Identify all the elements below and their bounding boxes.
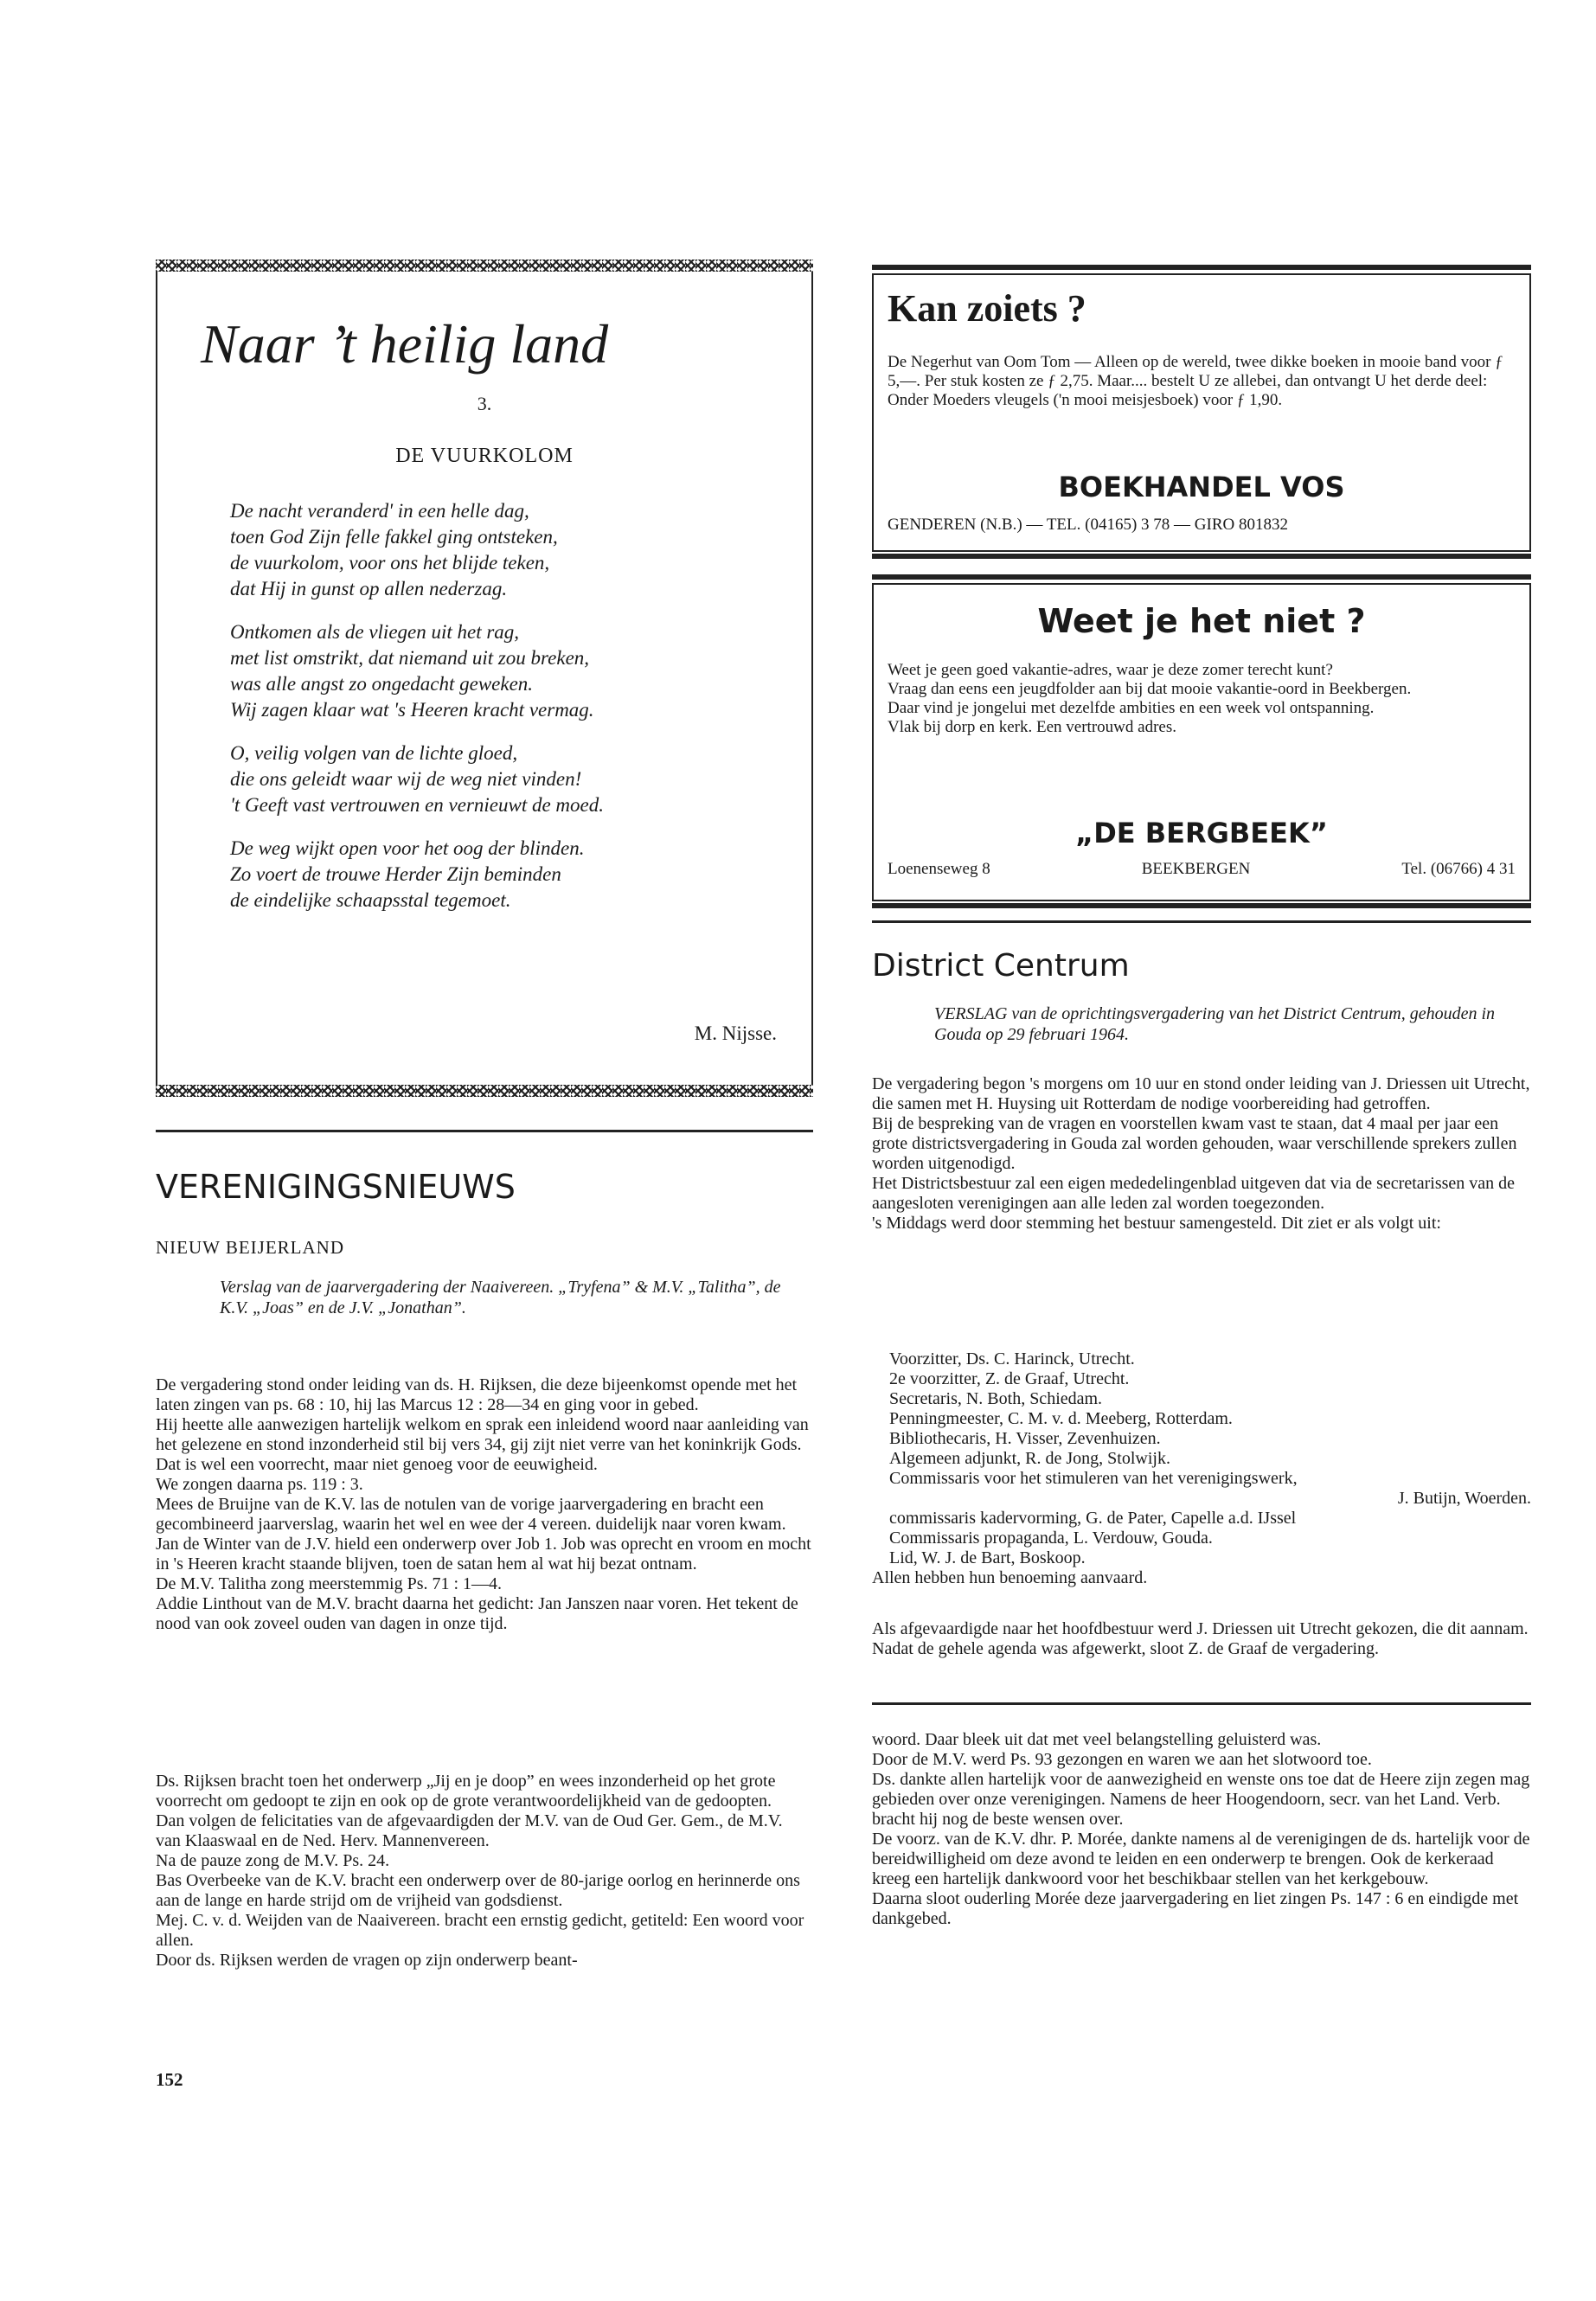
poem-line: Ontkomen als de vliegen uit het rag, [230, 621, 520, 643]
ad2-tel: Tel. (06766) 4 31 [1401, 860, 1516, 878]
ad2-top-rule [872, 574, 1531, 580]
ad2-name: „DE BERGBEEK” [1075, 817, 1328, 849]
paragraph: De vergadering begon 's morgens om 10 uur en stond onder leiding van J. Driessen uit Utrecht, die samen met H. Huysing uit Rotterdam de nodige voorbereiding had getroffen. [872, 1074, 1530, 1113]
poem-title: Naar ’t heilig land [201, 313, 609, 375]
ad1-body: De Negerhut van Oom Tom — Alleen op de wereld, twee dikke boeken in mooie band voor ƒ 5,—. Per stuk kosten ze ƒ 2,75. Maar.... bestelt U ze allebei, dan ontvangt U het derde deel: Onder Moeders vleugels ('n mooi meisjesboek) voor ƒ 1,90. [888, 353, 1503, 409]
poem-line: 't Geeft vast vertrouwen en vernieuwt de moed. [230, 794, 605, 816]
ad1-bottom-rule [872, 554, 1531, 559]
paragraph: Dan volgen de felicitaties van de afgevaardigden der M.V. van de Oud Ger. Gem., de M.V. van Klaaswaal en de Ned. Herv. Mannenvereen. [156, 1811, 783, 1850]
ad1-address: GENDEREN (N.B.) — TEL. (04165) 3 78 — GIRO 801832 [888, 516, 1288, 534]
section-rule [156, 1130, 813, 1132]
paragraph: 's Middags werd door stemming het bestuur samengesteld. Dit ziet er als volgt uit: [872, 1214, 1441, 1233]
paragraph: Addie Linthout van de M.V. bracht daarna het gedicht: Jan Janszen naar voren. Het tekent de nood van ook zoveel ouden van dagen in onze tijd. [156, 1594, 798, 1633]
ad2-line: Vlak bij dorp en kerk. Een vertrouwd adres. [888, 718, 1176, 736]
paragraph: Na de pauze zong de M.V. Ps. 24. [156, 1851, 390, 1870]
board-member-indented: J. Butijn, Woerden. [1397, 1489, 1531, 1508]
poem-line: die ons geleidt waar wij de weg niet vinden! [230, 768, 582, 790]
section-rule [872, 920, 1531, 923]
paragraph: Ds. dankte allen hartelijk voor de aanwezigheid en wenste ons toe dat de Heere zijn zegen mag gebieden over onze verenigingen. Namens de heer Hoogendoorn, secr. van het Land. Verb. bracht hij nog de beste wensen over. [872, 1770, 1530, 1829]
board-member: Algemeen adjunkt, R. de Jong, Stolwijk. [889, 1449, 1170, 1468]
board-member: Secretaris, N. Both, Schiedam. [889, 1389, 1103, 1408]
poem-line: met list omstrikt, dat niemand uit zou breken, [230, 647, 590, 669]
poem-stanza [230, 740, 801, 818]
ad1-shop: BOEKHANDEL VOS [1058, 471, 1345, 503]
district-heading: District Centrum [872, 948, 1130, 984]
board-member: Lid, W. J. de Bart, Boskoop. [889, 1548, 1086, 1567]
section-rule [872, 1702, 1531, 1705]
district-body [872, 1074, 1531, 1234]
verenigingsnieuws-body-2 [156, 1772, 811, 1971]
board-member: Commissaris propaganda, L. Verdouw, Gouda. [889, 1529, 1213, 1548]
board-member: Commissaris voor het stimuleren van het verenigingswerk, [889, 1469, 1298, 1488]
district-board-list [872, 1349, 1531, 1588]
board-accepted: Allen hebben hun benoeming aanvaard. [872, 1568, 1148, 1587]
poem-line: De weg wijkt open voor het oog der blinden. [230, 837, 585, 859]
ad2-title: Weet je het niet ? [1037, 602, 1366, 640]
poem-line: de eindelijke schaapsstal tegemoet. [230, 889, 511, 911]
board-member: Penningmeester, C. M. v. d. Meeberg, Rotterdam. [889, 1409, 1233, 1428]
poem-box [156, 272, 813, 1085]
poem-line: dat Hij in gunst op allen nederzag. [230, 578, 508, 599]
district-intro: VERSLAG van de oprichtingsvergadering van het District Centrum, gehouden in Gouda op 29 februari 1964. [934, 1004, 1496, 1044]
poem-stanza [230, 498, 801, 602]
paragraph: Bas Overbeeke van de K.V. bracht een onderwerp over de 80-jarige oorlog en herinnerde ons aan de lange en harde strijd om de vrijheid van godsdienst. [156, 1871, 800, 1910]
paragraph: Jan de Winter van de J.V. hield een onderwerp over Job 1. Job was oprecht en vroom en mocht in 's Heeren kracht staande blijven, toen de satan hem al wat hij bezat ontnam. [156, 1535, 811, 1574]
paragraph: Door ds. Rijksen werden de vragen op zijn onderwerp beant- [156, 1951, 578, 1970]
poem-stanza [230, 836, 801, 913]
board-member: Voorzitter, Ds. C. Harinck, Utrecht. [889, 1349, 1135, 1368]
poem-ornament-bottom [156, 1085, 813, 1097]
verenigingsnieuws-body-1 [156, 1375, 811, 1634]
paragraph: Daarna sloot ouderling Morée deze jaarvergadering en liet zingen Ps. 147 : 6 en eindigde met dankgebed. [872, 1889, 1519, 1928]
paragraph: Het Districtsbestuur zal een eigen mededelingenblad uitgeven dat via de secretarissen van de aangesloten verenigingen aan alle leden zal worden toegezonden. [872, 1174, 1516, 1213]
paragraph: Ds. Rijksen bracht toen het onderwerp „Jij en je doop” en wees inzonderheid op het grote voorrecht om gedoopt te zijn en ook op de grote verantwoordelijkheid van de gedoopten. [156, 1772, 776, 1811]
ad2-box [872, 583, 1531, 901]
ad2-address [888, 860, 1516, 879]
board-member: Bibliothecaris, H. Visser, Zevenhuizen. [889, 1429, 1161, 1448]
ad2-line: Weet je geen goed vakantie-adres, waar je deze zomer terecht kunt? [888, 661, 1333, 679]
paragraph: Bij de bespreking van de vragen en voorstellen kwam vast te staan, dat 4 maal per jaar een grote districtsvergadering in Gouda zal worden gehouden, waar verschillende sprekers zullen worden uitgenodigd. [872, 1114, 1517, 1173]
ad2-bottom-rule [872, 903, 1531, 908]
poem-line: de vuurkolom, voor ons het blijde teken, [230, 552, 550, 574]
ad1-box [872, 273, 1531, 552]
ad2-line: Daar vind je jongelui met dezelfde ambities en een week vol ontspanning. [888, 699, 1375, 717]
ad2-street: Loenenseweg 8 [888, 860, 990, 878]
poem-line: Wij zagen klaar wat 's Heeren kracht vermag. [230, 699, 594, 721]
board-member: 2e voorzitter, Z. de Graaf, Utrecht. [889, 1369, 1130, 1388]
paragraph: Mees de Bruijne van de K.V. las de notulen van de vorige jaarvergadering en bracht een gecombineerd jaarverslag, waarin het wel en wee der 4 vereen. duidelijk naar voren kwam. [156, 1495, 786, 1534]
verenigingsnieuws-place: NIEUW BEIJERLAND [156, 1237, 345, 1258]
paragraph: Hij heette alle aanwezigen hartelijk welkom en sprak een inleidend woord naar aanleiding van het gelezene en stond inzonderheid stil bij vers 34, gij zijt niet verre van het koninkrijk Gods. Dat is wel een voorrecht, maar niet genoeg voor de eeuwigheid. [156, 1415, 809, 1474]
ad2-town: BEEKBERGEN [1141, 860, 1251, 878]
poem-line: was alle angst zo ongedacht geweken. [230, 673, 534, 695]
district-closing: Als afgevaardigde naar het hoofdbestuur werd J. Driessen uit Utrecht gekozen, die dit aannam. Nadat de gehele agenda was afgewerkt, sloot Z. de Graaf de vergadering. [872, 1619, 1529, 1658]
paragraph: De voorz. van de K.V. dhr. P. Morée, dankte namens al de verenigingen de ds. hartelijk voor de bereidwilligheid om deze avond te leiden en een onderwerp te brengen. Ook de kerkeraad kreeg een hartelijk dankwoord voor het beschikbaar stellen van het kerkgebouw. [872, 1830, 1530, 1888]
page-number: 152 [156, 2069, 183, 2090]
continuation-body [872, 1730, 1531, 1929]
paragraph: Door de M.V. werd Ps. 93 gezongen en waren we aan het slotwoord toe. [872, 1750, 1372, 1769]
poem-author: M. Nijsse. [694, 1022, 777, 1044]
board-member: commissaris kadervorming, G. de Pater, Capelle a.d. IJssel [889, 1509, 1297, 1528]
ad1-top-rule [872, 265, 1531, 270]
ad2-line: Vraag dan eens een jeugdfolder aan bij dat mooie vakantie-oord in Beekbergen. [888, 680, 1412, 698]
paragraph: De M.V. Talitha zong meerstemmig Ps. 71 : 1—4. [156, 1574, 503, 1593]
poem-line: toen God Zijn felle fakkel ging ontsteken, [230, 526, 558, 548]
poem-stanza [230, 619, 801, 723]
paragraph: De vergadering stond onder leiding van ds. H. Rijksen, die deze bijeenkomst opende met het laten zingen van ps. 68 : 10, hij las Marcus 12 : 28—34 en ging voor in gebed. [156, 1375, 798, 1414]
poem-ornament-top [156, 260, 813, 272]
poem-line: De nacht veranderd' in een helle dag, [230, 500, 529, 522]
poem-body [230, 498, 801, 931]
poem-subtitle: DE VUURKOLOM [395, 445, 574, 467]
verenigingsnieuws-intro: Verslag van de jaarvergadering der Naaivereen. „Tryfena” & M.V. „Talitha”, de K.V. „Joas” en de J.V. „Jonathan”. [220, 1278, 781, 1317]
paragraph: Mej. C. v. d. Weijden van de Naaivereen. bracht een ernstig gedicht, getiteld: Een woord voor allen. [156, 1911, 804, 1950]
ad1-title: Kan zoiets ? [888, 287, 1086, 330]
poem-number: 3. [477, 393, 492, 414]
paragraph: woord. Daar bleek uit dat met veel belangstelling geluisterd was. [872, 1730, 1322, 1749]
poem-line: Zo voert de trouwe Herder Zijn beminden [230, 863, 561, 885]
paragraph: We zongen daarna ps. 119 : 3. [156, 1475, 363, 1494]
verenigingsnieuws-heading: VERENIGINGSNIEUWS [156, 1168, 516, 1206]
ad2-body [888, 661, 1516, 737]
poem-line: O, veilig volgen van de lichte gloed, [230, 742, 518, 764]
